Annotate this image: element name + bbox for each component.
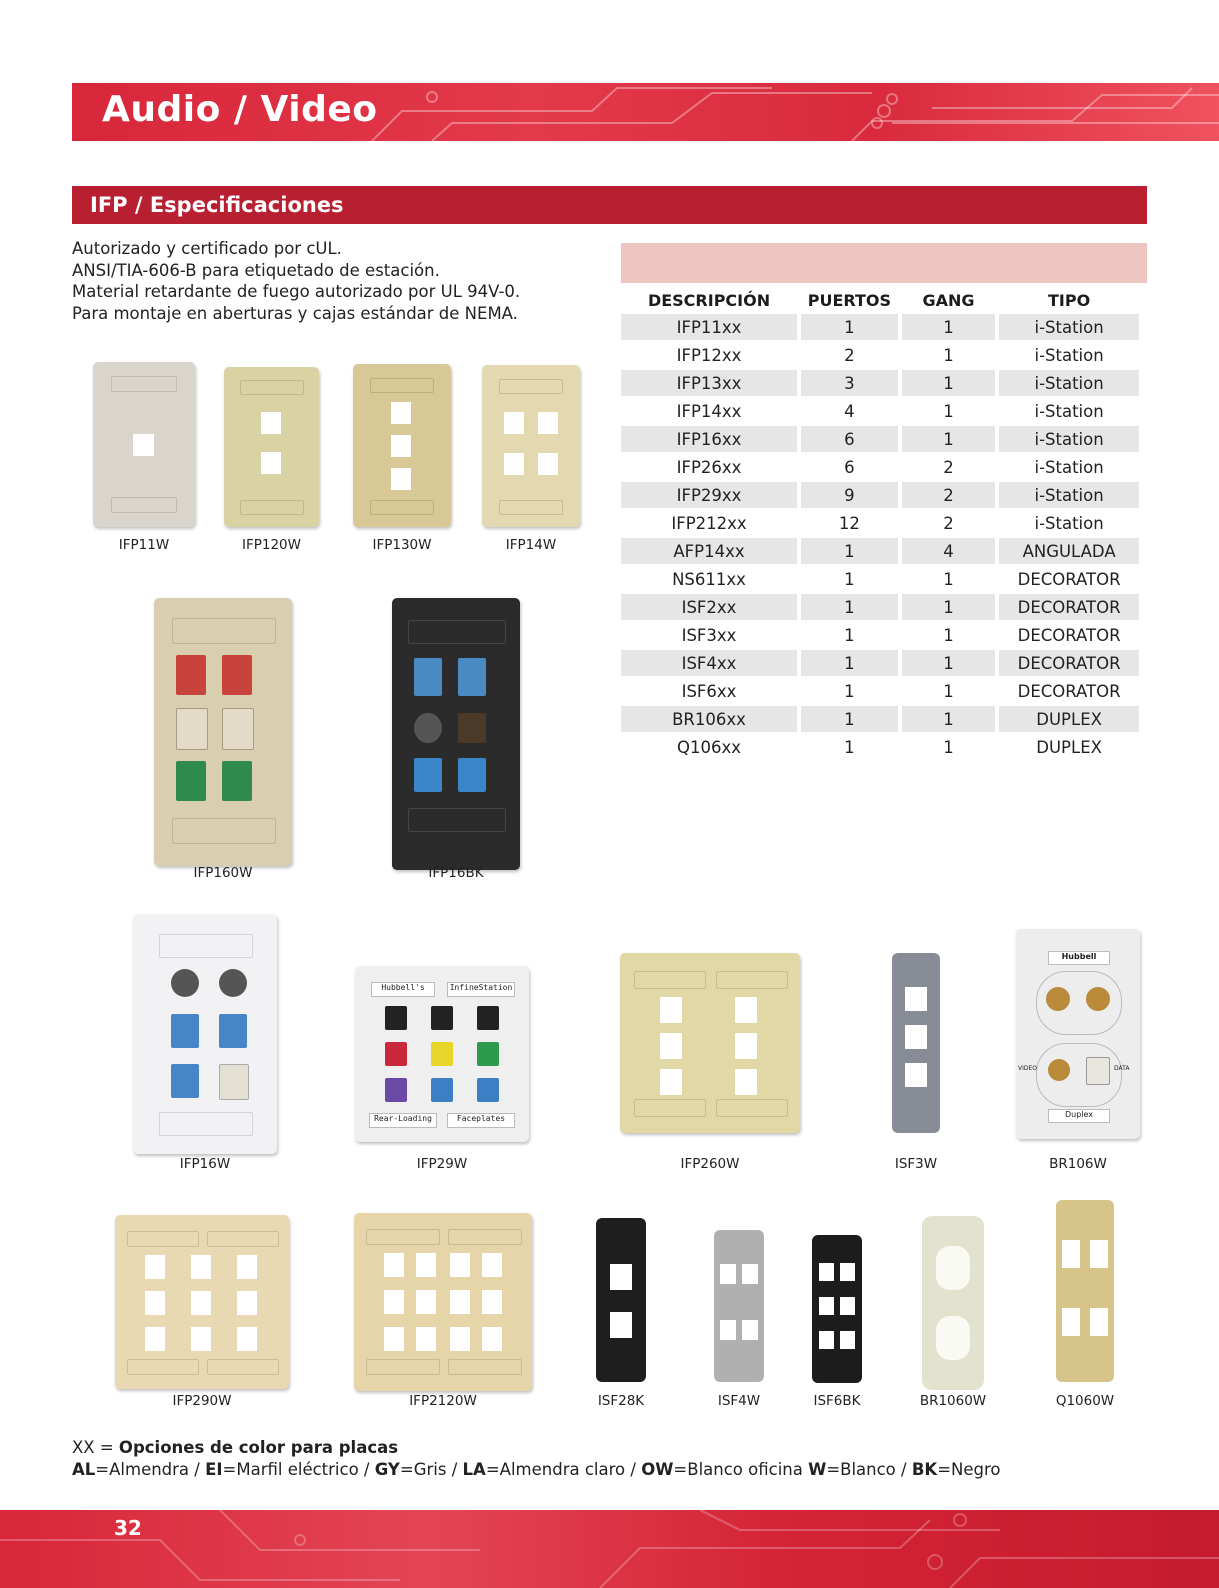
table-cell: i-Station [999,482,1139,510]
product-ifp2120w [354,1213,532,1391]
product-ifp11w [93,362,195,527]
table-header-band [621,243,1147,283]
table-cell: 6 [801,426,898,454]
table-header-row [621,286,1139,314]
product-caption: IFP16BK [428,865,484,881]
table-cell: 1 [902,370,995,398]
product-ifp29w [355,966,529,1142]
table-cell: 2 [902,482,995,510]
header-banner [72,83,1219,141]
table-cell: 12 [801,510,898,538]
column-header: GANG [922,290,975,310]
product-caption: BR1060W [919,1393,987,1409]
table-row [621,538,1139,566]
table-cell: BR106xx [621,706,797,734]
table-cell: 2 [801,342,898,370]
plate-label: Hubbell [1048,951,1110,965]
note-prefix: XX = [72,1438,119,1457]
intro-line: Material retardante de fuego autorizado por UL 94V-0. [72,282,521,301]
table-cell: 1 [801,538,898,566]
table-cell: NS611xx [621,566,797,594]
color-code: W [808,1460,827,1479]
color-options-note [72,1437,1001,1481]
product-isf3w [886,953,946,1133]
product-br106w [1016,929,1140,1139]
table-cell: DUPLEX [999,706,1139,734]
table-cell: IFP12xx [621,342,797,370]
table-cell: DECORATOR [999,566,1139,594]
product-br1060w [918,1216,988,1390]
product-caption: IFP160W [193,865,253,881]
section-title: IFP / Especificaciones [90,193,344,217]
product-caption: ISF6BK [813,1393,861,1409]
product-q1060w [1054,1200,1116,1382]
table-cell: 4 [801,398,898,426]
color-code: BK [911,1460,938,1479]
table-row [621,594,1139,622]
footer-banner [0,1510,1219,1588]
intro-line: Para montaje en aberturas y cajas estándar de NEMA. [72,303,518,323]
product-isf6bk [810,1235,864,1383]
table-cell: DECORATOR [999,650,1139,678]
plate-label: Faceplates [447,1113,515,1128]
product-ifp16bk [392,598,524,870]
page-number: 32 [114,1516,142,1540]
table-cell: IFP29xx [621,482,797,510]
table-cell: i-Station [999,370,1139,398]
product-caption: IFP130W [372,537,432,553]
table-cell: i-Station [999,454,1139,482]
table-cell: i-Station [999,426,1139,454]
plate-label: Duplex [1048,1109,1110,1123]
table-cell: 6 [801,454,898,482]
table-cell: ISF4xx [621,650,797,678]
color-name: Almendra [109,1460,190,1479]
table-cell: IFP11xx [621,314,797,342]
table-cell: ANGULADA [999,538,1139,566]
table-row [621,622,1139,650]
plate-label: DATA [1114,1065,1130,1072]
product-ifp16w [133,914,277,1154]
table-cell: DECORATOR [999,678,1139,706]
color-name: Marfil eléctrico [236,1460,359,1479]
intro-text [72,238,592,324]
product-caption: IFP11W [118,537,170,553]
table-cell: 1 [902,678,995,706]
table-cell: IFP14xx [621,398,797,426]
table-cell: 1 [902,426,995,454]
product-ifp290w [115,1215,289,1389]
product-caption: ISF28K [597,1393,645,1409]
table-cell: 9 [801,482,898,510]
table-row [621,482,1139,510]
table-cell: AFP14xx [621,538,797,566]
table-row [621,426,1139,454]
table-cell: DECORATOR [999,594,1139,622]
table-cell: Q106xx [621,734,797,762]
product-caption: ISF3W [894,1156,938,1172]
table-cell: 1 [801,622,898,650]
table-cell: 1 [902,314,995,342]
table-cell: 1 [801,594,898,622]
product-caption: Q1060W [1055,1393,1115,1409]
product-caption: ISF4W [717,1393,761,1409]
table-cell: 2 [902,510,995,538]
product-ifp130w [353,364,451,527]
table-cell: 1 [902,706,995,734]
table-cell: IFP212xx [621,510,797,538]
product-caption: IFP120W [241,537,301,553]
note-line-1 [72,1437,1001,1459]
section-header [72,186,1147,224]
table-cell: 4 [902,538,995,566]
table-cell: 1 [902,650,995,678]
table-row [621,370,1139,398]
product-ifp120w [224,367,319,527]
table-cell: 1 [902,342,995,370]
color-code: OW [641,1460,674,1479]
table-cell: i-Station [999,342,1139,370]
product-caption: IFP16W [179,1156,231,1172]
table-cell: 1 [801,650,898,678]
table-cell: 2 [902,454,995,482]
table-cell: ISF3xx [621,622,797,650]
intro-line: Autorizado y certificado por cUL. [72,239,342,258]
table-cell: ISF2xx [621,594,797,622]
table-row [621,510,1139,538]
column-header: TIPO [1048,290,1091,310]
product-ifp260w [620,953,800,1133]
color-name: Blanco oficina [687,1460,803,1479]
spec-table [617,286,1143,762]
table-cell: IFP13xx [621,370,797,398]
table-cell: DECORATOR [999,622,1139,650]
table-cell: IFP16xx [621,426,797,454]
table-row [621,314,1139,342]
table-row [621,706,1139,734]
table-cell: 3 [801,370,898,398]
table-row [621,342,1139,370]
circuit-pattern [0,1510,1219,1588]
table-row [621,454,1139,482]
product-ifp160w [154,598,292,866]
table-row [621,734,1139,762]
table-row [621,398,1139,426]
table-cell: 1 [902,734,995,762]
note-heading: Opciones de color para placas [118,1438,399,1457]
table-cell: 1 [902,398,995,426]
table-cell: 1 [902,622,995,650]
color-name: Negro [951,1460,1001,1479]
table-row [621,678,1139,706]
color-code: EI [205,1460,223,1479]
page-title: Audio / Video [102,89,378,130]
table-cell: IFP26xx [621,454,797,482]
color-codes-line: AL=Almendra / EI=Marfil eléctrico / GY=Gris / LA=Almendra claro / OW=Blanco oficina W=Blanco / BK=Negro [72,1460,1001,1479]
column-header: PUERTOS [807,290,892,310]
color-code: LA [462,1460,486,1479]
table-cell: ISF6xx [621,678,797,706]
table-cell: i-Station [999,510,1139,538]
table-cell: 1 [801,706,898,734]
intro-line: ANSI/TIA-606-B para etiquetado de estación. [72,260,440,280]
product-caption: IFP290W [172,1393,232,1409]
table-cell: 1 [801,314,898,342]
plate-label: InfineStation [447,982,515,997]
product-caption: BR106W [1049,1156,1107,1172]
table-row [621,650,1139,678]
plate-label: VIDEO [1018,1065,1038,1072]
product-isf4w [712,1230,766,1382]
plate-label: Rear-Loading [369,1113,437,1128]
column-header: DESCRIPCIÓN [647,290,771,310]
table-cell: i-Station [999,398,1139,426]
color-name: Almendra claro [499,1460,626,1479]
product-ifp14w [482,365,580,527]
color-code: GY [374,1460,400,1479]
product-caption: IFP29W [416,1156,468,1172]
product-caption: IFP260W [680,1156,740,1172]
color-name: Gris [413,1460,447,1479]
table-cell: 1 [801,678,898,706]
product-isf28k [592,1218,650,1382]
table-cell: 1 [902,566,995,594]
color-name: Blanco [840,1460,896,1479]
color-code: AL [72,1460,96,1479]
table-row [621,566,1139,594]
table-cell: 1 [801,734,898,762]
table-cell: 1 [801,566,898,594]
table-cell: DUPLEX [999,734,1139,762]
table-cell: 1 [902,594,995,622]
plate-label: Hubbell's [371,982,435,997]
table-cell: i-Station [999,314,1139,342]
product-caption: IFP14W [505,537,557,553]
product-caption: IFP2120W [409,1393,477,1409]
